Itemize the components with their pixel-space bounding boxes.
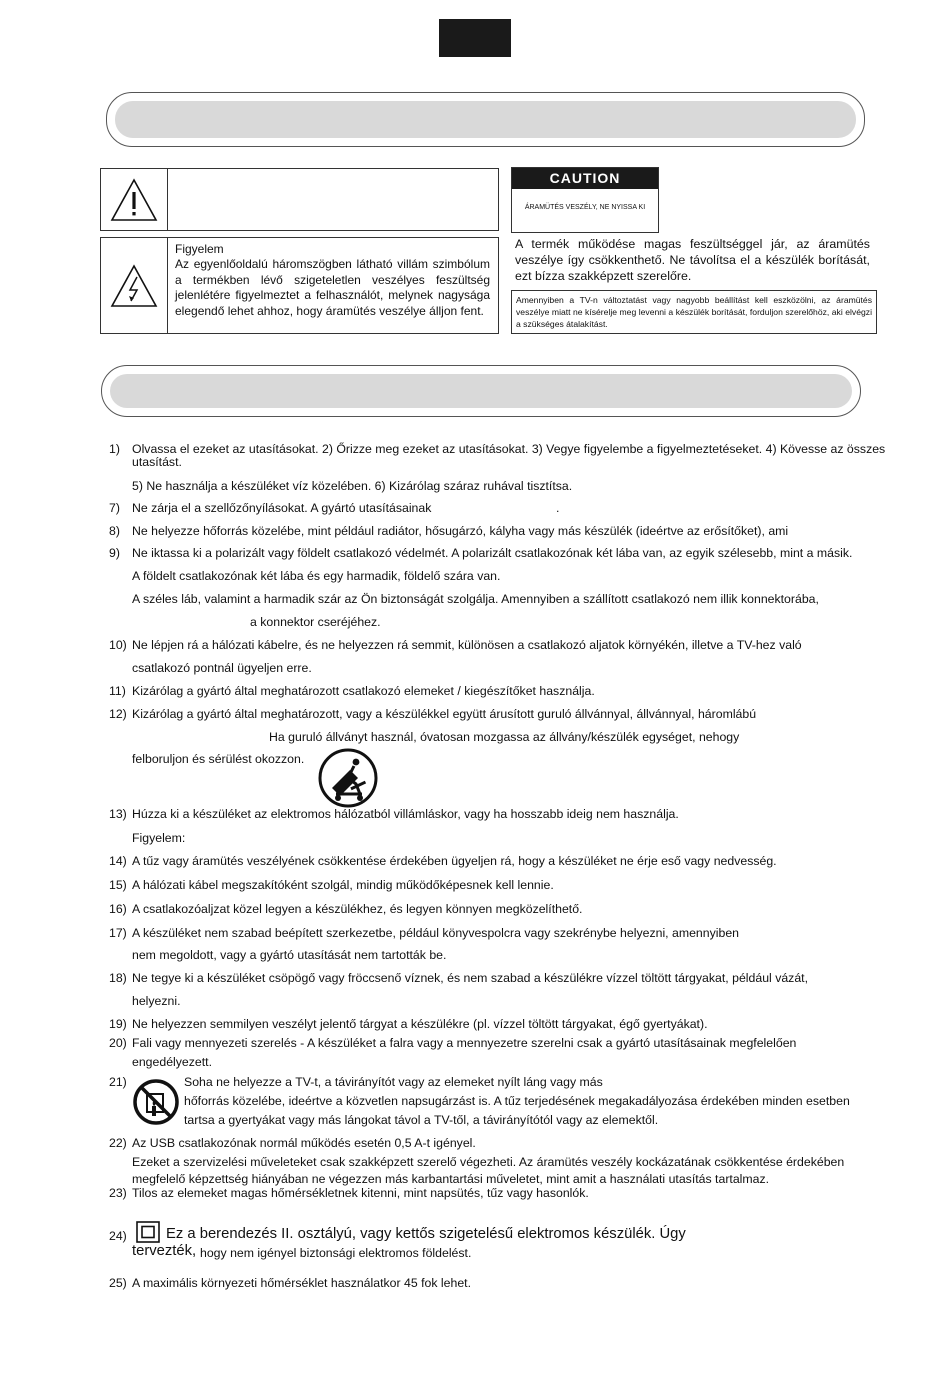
item-9-line-c: A széles láb, valamint a harmadik szár az Ön biztonságát szolgálja. Amennyiben a szállított csatlakozó nem illik konnektorába,: [132, 592, 819, 606]
warning-lightning-text: Az egyenlőoldalú háromszögben látható villám szimbólum a termékben lévő szigeteletlen veszélyes feszültség jelenlétére figyelmeztet a felhasználót, melynek nagysága elegendő lehet ahhoz, hogy áramütés veszélye álljon fent.: [175, 257, 490, 318]
exclamation-triangle-icon: [109, 177, 159, 223]
item-number: 21): [109, 1075, 127, 1089]
item-25-line: A maximális környezeti hőmérséklet használatkor 45 fok lehet.: [132, 1276, 472, 1290]
item-number: 7): [109, 501, 120, 515]
item-16-line: A csatlakozóaljzat közel legyen a készülékhez, és legyen könnyen megközelíthető.: [132, 902, 583, 916]
item-number: 17): [109, 926, 127, 940]
item-22-line-b: Ezeket a szervizelési műveleteket csak szakképzett szerelő végezheti. Az áramütés veszély kockázatának csökkentése érdekében: [132, 1155, 845, 1169]
item-24-line-a: Ez a berendezés II. osztályú, vagy kettős szigetelésű elektromos készülék. Úgy: [166, 1226, 686, 1242]
warning-box-exclamation: [100, 168, 499, 231]
item-number: 9): [109, 546, 120, 560]
caution-note-text: Amennyiben a TV-n változtatást vagy nagyobb beállítást kell eszközölni, az áramütés veszélye miatt ne kísérelje meg levenni a készülék borítását, forduljon szerelőhöz, aki elvégzi a szükséges átalakítást.: [516, 295, 872, 329]
item-number: 12): [109, 707, 127, 721]
item-number: 19): [109, 1017, 127, 1031]
item-22-line-a: Az USB csatlakozónak normál működés esetén 0,5 A-t igényel.: [132, 1136, 476, 1150]
item-number: 14): [109, 854, 127, 868]
item-21-line-a: Soha ne helyezze a TV-t, a távirányítót vagy az elemeket nyílt láng vagy más: [184, 1075, 603, 1089]
item-11-line: Kizárólag a gyártó által meghatározott csatlakozó elemeket / kiegészítőket használja.: [132, 684, 595, 698]
caution-label: CAUTION: [512, 168, 658, 189]
item-number: 13): [109, 807, 127, 821]
caution-subtext: ÁRAMÜTÉS VESZÉLY, NE NYISSA KI: [524, 204, 646, 211]
item-15-line: A hálózati kábel megszakítóként szolgál, mindig működőképesnek kell lennie.: [132, 878, 554, 892]
section-banner-instructions: [101, 365, 861, 417]
language-tab: [439, 19, 511, 57]
item-7-line-a: Ne zárja el a szellőzőnyílásokat. A gyártó utasításainak: [132, 501, 432, 515]
item-number: 8): [109, 524, 120, 538]
item-19-line: Ne helyezzen semmilyen veszélyt jelentő tárgyat a készülékre (pl. vízzel töltött tárgyakat, égő gyertyákat).: [132, 1017, 708, 1031]
item-17-line-b: nem megoldott, vagy a gyártó utasítását nem tartották be.: [132, 948, 447, 962]
item-number: 11): [109, 684, 126, 698]
item-9-line-b: A földelt csatlakozónak két lába és egy harmadik, földelő szára van.: [132, 569, 501, 583]
warning-box-lightning: [100, 237, 499, 334]
item-22-line-c: megfelelő képzettség hiányában ne végezzen más karbantartási műveletet, mint amit a használati utasítás tartalmaz.: [132, 1172, 770, 1186]
item-18-line-b: helyezni.: [132, 994, 181, 1008]
item-number: 10): [109, 638, 127, 652]
item-9-line-a: Ne iktassa ki a polarizált vagy földelt csatlakozó védelmét. A polarizált csatlakozónak két lába van, az egyik szélesebb, mint a másik.: [132, 546, 853, 560]
item-number: 16): [109, 902, 127, 916]
lightning-triangle-icon: [109, 263, 159, 309]
item-14-line: A tűz vagy áramütés veszélyének csökkentése érdekében ügyeljen rá, hogy a készüléket ne érje eső vagy nedvesség.: [132, 854, 777, 868]
item-number: 22): [109, 1136, 127, 1150]
item-number: 15): [109, 878, 127, 892]
cart-tipover-icon: [316, 748, 380, 808]
item-13-line: Húzza ki a készüléket az elektromos hálózatból villámláskor, vagy ha hosszabb ideig nem használja.: [132, 807, 679, 821]
caution-box: [511, 167, 659, 233]
item-20-line-a: Fali vagy mennyezeti szerelés - A készüléket a falra vagy a mennyezetre szerelni csak a gyártó utasításainak megfelelően: [132, 1036, 797, 1050]
exclamation-cell: [101, 169, 168, 230]
lightning-cell: [101, 238, 168, 333]
item-21-line-c: tartsa a gyertyákat vagy más lángokat távol a TV-től, a távirányítótól vagy az elemektől.: [184, 1113, 659, 1127]
item-21-line-b: hőforrás közelébe, ideértve a közvetlen napsugárzást is. A tűz terjedésének megakadályozása érdekében minden esetben: [184, 1094, 850, 1108]
item-24-line-b: tervezték,: [132, 1243, 197, 1259]
item-8-line: Ne helyezze hőforrás közelébe, mint például radiátor, hősugárzó, kályha vagy más készülék (ideértve az erősítőket), ami: [132, 524, 789, 538]
item-20-line-b: engedélyezett.: [132, 1055, 212, 1069]
item-number: 23): [109, 1186, 127, 1200]
item-17-line-a: A készüléket nem szabad beépített szerkezetbe, például könyvespolcra vagy szekrénybe helyezni, amennyiben: [132, 926, 740, 940]
caution-paragraph: A termék működése magas feszültséggel jár, az áramütés veszélye így csökkenthető. Ne távolítsa el a készülék borítását, ezt bízza szakképzett szerelőre.: [515, 237, 870, 283]
item-24-line-c: hogy nem igényel biztonsági elektromos földelést.: [200, 1246, 472, 1260]
section-banner-safety: [106, 92, 865, 147]
no-open-flame-icon: [132, 1078, 180, 1126]
item-10-line-b: csatlakozó pontnál ügyeljen erre.: [132, 661, 312, 675]
item-12-line-a: Kizárólag a gyártó által meghatározott, vagy a készülékkel együtt árusított guruló állvánnyal, állvánnyal, háromlábú: [132, 707, 757, 721]
item-12-line-c: felboruljon és sérülést okozzon.: [132, 752, 305, 766]
item-number: 20): [109, 1036, 127, 1050]
item-number: 25): [109, 1276, 127, 1290]
item-number: 18): [109, 971, 127, 985]
item-13-note: Figyelem:: [132, 831, 186, 845]
class-ii-double-square-icon: [136, 1221, 160, 1243]
item-12-line-b: Ha guruló állványt használ, óvatosan mozgassa az állvány/készülék egységet, nehogy: [269, 730, 740, 744]
item-23-line: Tilos az elemeket magas hőmérsékletnek kitenni, mint napsütés, tűz vagy hasonlók.: [132, 1186, 589, 1200]
caution-note: [511, 290, 877, 334]
item-1-line-a: Olvassa el ezeket az utasításokat. 2) Őrizze meg ezeket az utasításokat. 3) Vegye figyelembe a figyelmeztetéseket. 4) Kövesse az összes: [132, 442, 886, 456]
item-10-line-a: Ne lépjen rá a hálózati kábelre, és ne helyezzen rá semmit, különösen a csatlakozó aljatok környékén, illetve a TV-hez való: [132, 638, 802, 652]
item-5-6-line: 5) Ne használja a készüléket víz közelében. 6) Kizárólag száraz ruhával tisztítsa.: [132, 479, 573, 493]
warning-title: Figyelem: [175, 242, 224, 256]
item-9-line-d: a konnektor cseréjéhez.: [250, 615, 381, 629]
item-18-line-a: Ne tegye ki a készüléket csöpögő vagy fröccsenő víznek, és nem szabad a készülékre vízzel töltött tárgyakat, például vázát,: [132, 971, 808, 985]
item-1-line-b: utasítást.: [132, 455, 182, 469]
item-number: 24): [109, 1229, 127, 1243]
item-number: 1): [109, 442, 120, 456]
item-7-line-b: .: [556, 501, 560, 515]
